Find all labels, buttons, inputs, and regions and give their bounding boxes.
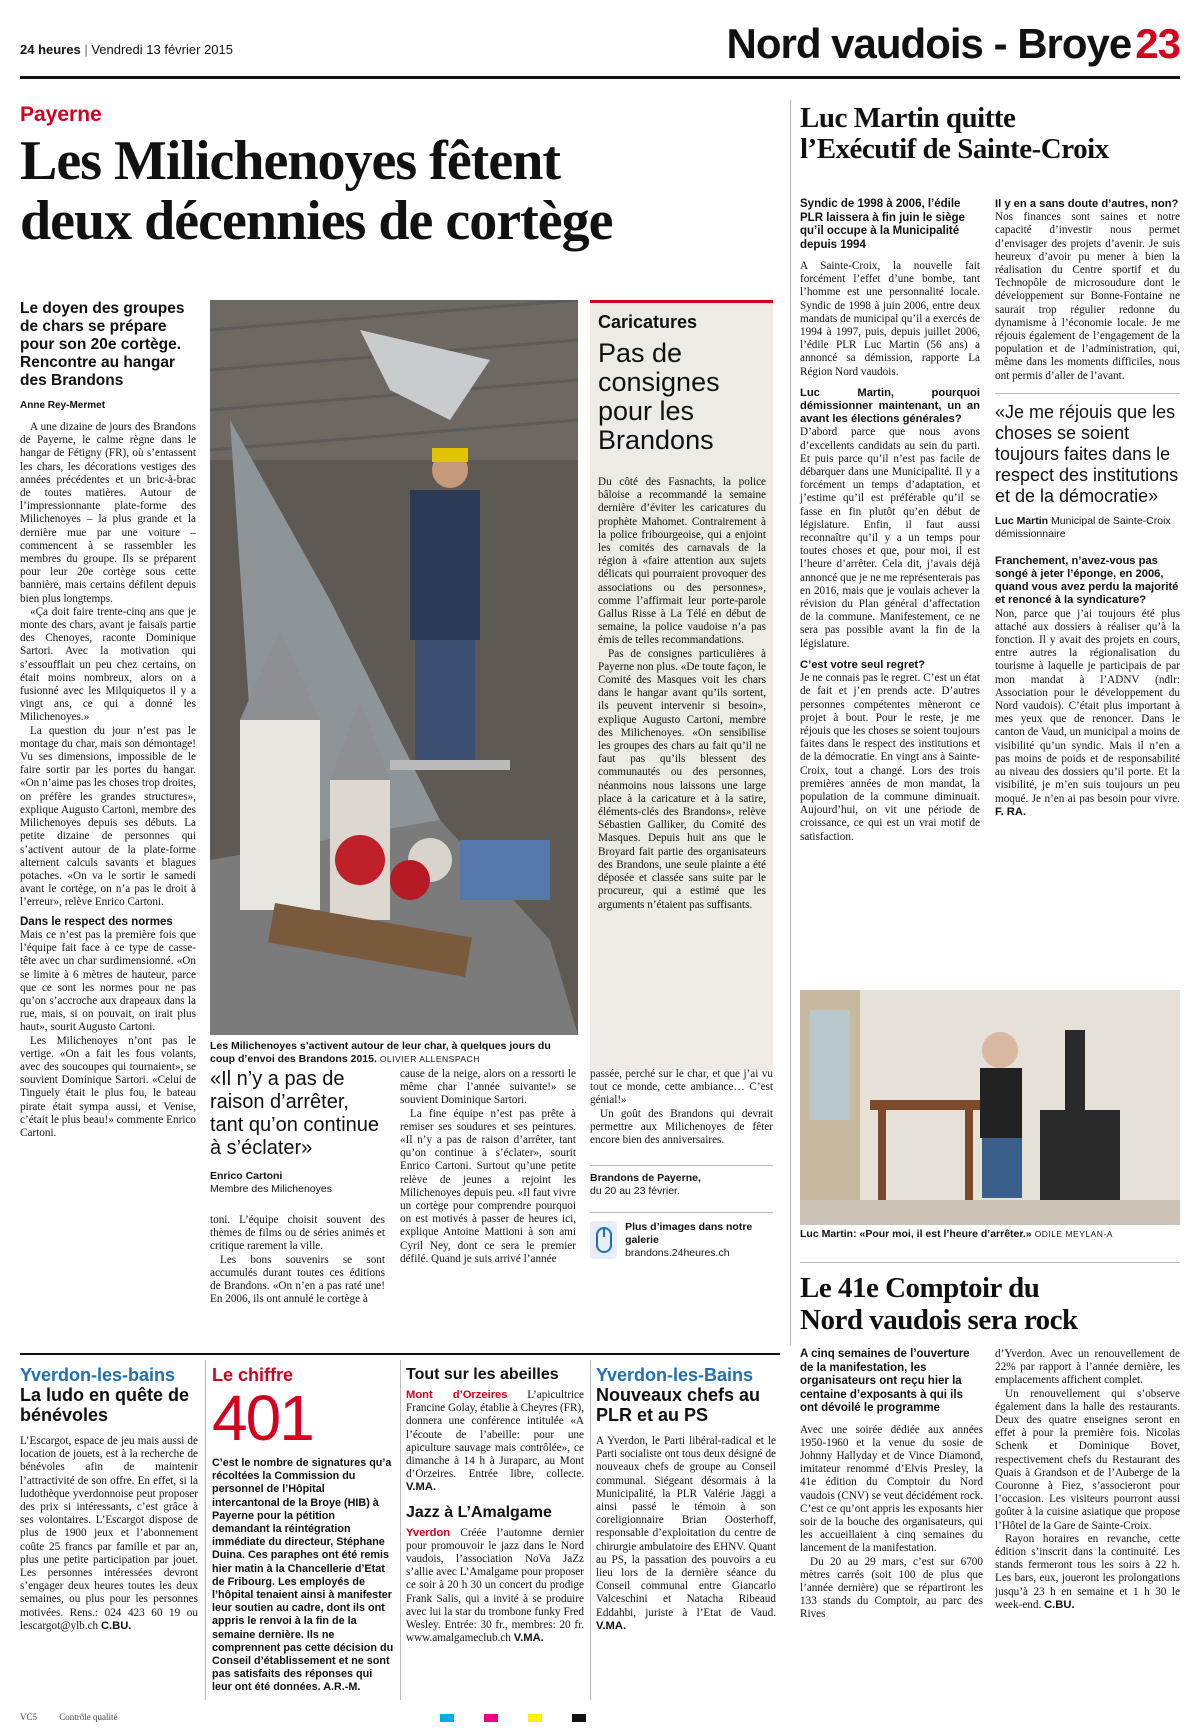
paragraph: Avec une soirée dédiée aux années 1950-1960 et la venue du sosie de Johnny Hallyday et de Vince Diamond, imitateur renommé d’Elvis Presley, la 41e édition du Comptoir du Nord vaudois (CNV) se veut décidément rock. C’est ce qu’ont appris les exposants hier soir de la bouche des organisateurs, qui les accueillaient à cinq semaines du lancement de la manifestation. bbox=[800, 1423, 983, 1555]
martin-question-1: Luc Martin, pourquoi démissionner maintenant, un an avant les élections générales? bbox=[800, 386, 980, 426]
martin-question-3: Il y en a sans doute d’autres, non? bbox=[995, 198, 1179, 210]
main-headline bbox=[20, 131, 780, 251]
place: Yverdon bbox=[406, 1526, 451, 1539]
signature: A.R.-M. bbox=[323, 1681, 361, 1694]
paragraph: La fine équipe n’est pas prête à remiser ses soudures et ses peintures. «Il n’y a pas de raison d’arrêter, tant qu’on continue à s’éclater», sourit Enrico Cartoni. Surtout qu’une petite relève de jeunes a rejoint les Milichenoyes depuis peu. «Il faut vivre un cortège pour comprendre pourquoi on est motivés à passer de heures ici, explique Antoine Mattioni à son ami Cyril Ney, dont ce sera le premier défilé. Quand je suis arrivé l’année bbox=[400, 1107, 576, 1265]
event-dates: du 20 au 23 février. bbox=[590, 1185, 680, 1198]
paper-name: 24 heures bbox=[20, 42, 81, 57]
main-headline-line1: Les Milichenoyes fêtent bbox=[20, 130, 560, 192]
paragraph: La question du jour n’est pas le montage du char, mais son démontage! Vu ses dimensions, impossible de le faire sortir par les portes du hangar. «On n’aime pas les choses trop droites, on préfère les grandes structures», explique Augusto Cartoni, membre des Milichenoyes depuis ses débuts. La petite dizaine de personnes qui s’activent autour de la plate-forme alternent calculs savants et blagues potaches. «On va le sortir le samedi avant le cortège, on n’a pas le droit à l’erreur», relève Enrico Cartoni. bbox=[20, 724, 196, 909]
brief-divider bbox=[205, 1360, 206, 1700]
signature: C.BU. bbox=[1044, 1598, 1075, 1611]
brief-kicker: Le chiffre bbox=[212, 1365, 294, 1385]
paragraph: Du côté des Fasnachts, la police bâloise a recommandé la semaine dernière d’éviter les caricatures du prophète Mahomet. Contrairement à la police fribourgeoise, qui a enjoint les comités des carnavals de la région à «faire attention aux sujets délicats qui pourraient provoquer des associations ou des personnes», comme l’affirmait leur porte-parole Gallus Risse à La Télé en début de semaine, la police vaudoise n’a pas émis de telles recommandations. bbox=[598, 476, 766, 647]
main-body-col3 bbox=[400, 1068, 576, 1266]
color-bar bbox=[440, 1714, 586, 1722]
comptoir-lead: A cinq semaines de l’ouverture de la manifestation, les organisateurs ont reçu hier la centaine d’exposants à qui ils ont dévoilé le programme bbox=[800, 1348, 970, 1414]
event-title: Brandons de Payerne, bbox=[590, 1172, 701, 1185]
mouse-icon bbox=[590, 1221, 617, 1259]
martin-headline bbox=[800, 103, 1180, 165]
brief-title: Nouveaux chefs au PLR et au PS bbox=[596, 1385, 761, 1425]
main-body-col1 bbox=[20, 421, 196, 1140]
page-number: 23 bbox=[1135, 20, 1180, 67]
paragraph: toni. L’équipe choisit souvent des thèmes de films ou de séries animés et critique rarement la ville. bbox=[210, 1214, 385, 1253]
comptoir-headline-line2: Nord vaudois sera rock bbox=[800, 1304, 1078, 1336]
paragraph: Créée l’automne dernier pour promouvoir le jazz dans le Nord vaudois, l’association NoVa JaZz s’allie avec L’Amalgame pour proposer ce soir à 20 h 30 un concert du prodige Frank Salis, qui a invité à se produire avec lui la star du trombone funky Fred Wesley. Entrée: 30 fr., membres: 20 fr. www.amalgameclub.ch bbox=[406, 1526, 585, 1645]
place: Mont d’Orzeires bbox=[406, 1389, 508, 1401]
martin-headline-line2: l’Exécutif de Sainte-Croix bbox=[800, 133, 1109, 165]
paragraph: C’est le nombre de signatures qu’a récoltées la Commission du personnel de l’Hôpital intercantonal de la Broye (HIB) à Payerne pour la pétition demandant la réintégration immédiate du directeur, Stéphane Duina. Ces paraphes ont été remis hier matin à la Chancellerie d’Etat de Fribourg. Les employés de l’hôpital tenaient ainsi à manifester leur soutien au cadre, dont ils ont appris le renvoi à la fin de la semaine dernière. Ils ne comprennent pas cette décision du Conseil d’établissement et ne sont pas satisfaits des réponses qui leur ont été données. bbox=[212, 1457, 394, 1694]
issue-date: Vendredi 13 février 2015 bbox=[91, 42, 233, 57]
paragraph: cause de la neige, alors on a ressorti le même char l’année suivante!» se souvient Dominique Sartori. bbox=[400, 1068, 576, 1107]
main-headline-line2: deux décennies de cortège bbox=[20, 190, 613, 252]
brief-chiffre bbox=[212, 1365, 394, 1695]
brief-kicker: Yverdon-les-Bains bbox=[596, 1365, 754, 1385]
paragraph: Rayon horaires en revanche, cette édition s’inscrit dans la continuité. Les stands fermeront tous les soirs à 22 h. Les bars, eux, joueront les prolongations jusqu’à 23 h en semaine et 1 h 30 le week-end. bbox=[995, 1532, 1180, 1611]
paragraph: Les bons souvenirs se sont accumulés durant toutes ces éditions de Brandons. «On n’en a pas raté une! En 2006, ils ont annulé le cortège à bbox=[210, 1253, 385, 1306]
main-pull-quote: «Il n’y a pas de raison d’arrêter, tant qu’on continue à s’éclater» bbox=[210, 1068, 380, 1159]
paragraph: L’apicultrice Francine Golay, établie à Cheyres (FR), donnera une conférence intitulée «A l’écoute de l’abeille: pour une apiculture sauvage mais contrôlée», ce dimanche à 14 h à Juraparc, au Mont d’Orzeires. Entrée libre, collecte. bbox=[406, 1389, 584, 1481]
martin-pull-role: Municipal de Sainte-Croix démissionnaire bbox=[995, 514, 1171, 540]
martin-photo-caption bbox=[800, 1228, 1180, 1241]
brief-title: Jazz à L’Amalgame bbox=[406, 1503, 552, 1521]
divider-horizontal bbox=[800, 1262, 1180, 1263]
comptoir-headline bbox=[800, 1272, 1180, 1336]
martin-photo bbox=[800, 990, 1180, 1225]
brief-kicker: Yverdon-les-bains bbox=[20, 1365, 176, 1385]
caricatures-sidebar bbox=[590, 300, 773, 1070]
brief-divider bbox=[590, 1360, 591, 1700]
brief-title: Tout sur les abeilles bbox=[406, 1366, 559, 1383]
signature: F. RA. bbox=[995, 805, 1027, 818]
paragraph: A une dizaine de jours des Brandons de Payerne, le calme règne dans le hangar de Fétigny (FR), où s’entassent les chars, les décorations vestiges des années précédentes et un bric-à-brac de toutes matières. Autour de l’impressionnante plate-forme des Milichenoyes – la plus grande et la dernière mue par une voiture – commencent à se rassembler les membres du groupe. Ils se préparent pour leur 20e cortège sous cette bannière, mais certains défilent depuis bien plus longtemps. bbox=[20, 421, 196, 605]
sidebar-body bbox=[598, 476, 766, 912]
main-author: Anne Rey-Mermet bbox=[20, 400, 106, 411]
section-name: Nord vaudois - Broye bbox=[726, 20, 1132, 67]
paragraph: Les Milichenoyes n’ont pas le vertige. «On a fait les fous volants, avec des soucoupes qui tournaient», se souvient Dominique Sartori. «Celui de Tinguely était le plus fou, le bateau pirate était sympa aussi, et Venise, c’était le plus beau!» commente Enrico Cartoni. bbox=[20, 1034, 196, 1140]
main-body-col4 bbox=[590, 1068, 773, 1147]
gallery-box[interactable] bbox=[590, 1212, 773, 1260]
paragraph: Je ne connais pas le regret. C’est un état de fait et j’en prends acte. D’autres personnes compétentes mèneront ce projet à bout. Pour le reste, je me réjouis que les choses se soient toujours faites dans le respect des institutions et de la démocratie. En vingt ans à Sainte-Croix, tout a changé. Lors des trois premières années de mon mandat, la population de la commune diminuait. Aujourd’hui, on vit une période de croissance, ce qui est un vrai motif de satisfaction. bbox=[800, 672, 980, 843]
main-body-col2 bbox=[210, 1214, 385, 1306]
paragraph: Nos finances sont saines et notre capacité d’investir nous permet d’envisager des projets d’avenir. Je suis heureux d’avoir pu mener à bien la réalisation du Centre sportif et du Technopôle de microsoudure dont le développement sur Bonne-Fontaine ne saurait trop régulier redonne du dynamisme à l’économie locale. Je me réjouis également de l’engagement de la population et de l’administration, qui, même dans les moments difficiles, nous ont permis d’aller de l’avant. bbox=[995, 211, 1180, 382]
main-lead: Le doyen des groupes de chars se prépare pour son 20e cortège. Rencontre au hangar des Brandons bbox=[20, 300, 185, 389]
paragraph: Pas de consignes particulières à Payerne non plus. «De toute façon, le Comité des Masques voit les chars dans le hangar avant qu’ils sortent, ils peuvent intervenir si besoin», explique Augusto Cartoni, membre des Milichenoyes. «On sensibilise les groupes des chars au fait qu’il ne faut pas qu’ils blessent des communautés ou des personnes, néanmoins nous laissons une large place à la caricature et à la satire, éléments-clés des Brandons», relève Sébastien Galliker, du Comité des Masques. Depuis huit ans que le Broyard fait partie des organisateurs des Brandons, une seule plainte a été déposée et classée sans suite par le procureur, qui a estimé que les arguments n’étaient pas suffisants. bbox=[598, 647, 766, 911]
caption-text: Luc Martin: «Pour moi, il est l’heure d’arrêter.» bbox=[800, 1228, 1032, 1240]
footer-label: Contrôle qualité bbox=[59, 1712, 118, 1722]
paragraph: Non, parce que j’ai toujours été plus attaché aux dossiers à réaliser qu’à la fonction. Il y avait des projets en cours, entre autres la régionalisation du tourisme à laquelle je participais de par mon mandat à l’ADNV (ndlr: Association pour le développement du Nord vaudois). C’était plus important à mes yeux que de renoncer. Dans le canton de Vaud, un municipal a moins de visibilité qu’un syndic. Mais il n’en a pas moins de poids et de responsabilité au niveau des dossiers qu’il porte. Et la visibilité, je m’en suis toujours un peu moqué. Je n’en ai pas besoin pour vivre. bbox=[995, 607, 1180, 805]
martin-pull-name: Luc Martin bbox=[995, 514, 1049, 527]
comptoir-body-col2 bbox=[995, 1348, 1180, 1612]
header-rule bbox=[20, 76, 1180, 79]
main-subhead: Dans le respect des normes bbox=[20, 915, 173, 928]
brief-divider bbox=[400, 1360, 401, 1700]
caption-text: Les Milichenoyes s’activent autour de leur char, à quelques jours du coup d’envoi des Brandons 2015. bbox=[210, 1040, 551, 1065]
comptoir-headline-line1: Le 41e Comptoir du bbox=[800, 1272, 1040, 1304]
sidebar-title: Pas de consignes pour les Brandons bbox=[598, 338, 720, 455]
paragraph: Un renouvellement qui s’observe également dans la halle des restaurants. Deux des quatre enseignes seront en effet à pour la première fois. Nicolas Schenk et Dominique Bovet, respectivement chefs du Restaurant des Quais à Grandson et de l’Auberge de la Couronne à Fiez, s’associeront pour l’occasion. Les visiteurs pourront aussi goûter à la cuisine asiatique que propose l’Hôtel de la Gare de Sainte-Croix. bbox=[995, 1387, 1180, 1532]
paragraph: Mais ce n’est pas la première fois que l’équipe fait face à ce type de casse-tête avec un char surdimensionné. «On se limite à 6 mètres de hauteur, parce que ce sont les normes pour ne pas qu’on s’accroche aux drapeaux dans la rue, mais, si on pouvait, on irait plus haut», sourit Augusto Cartoni. bbox=[20, 929, 196, 1034]
header-dateline: 24 heures | Vendredi 13 février 2015 bbox=[20, 42, 233, 57]
paragraph: D’abord parce que nous avons d’excellents candidats au sein du parti. Et puis parce qu’il n’est pas facile de débarquer dans une Municipalité. Il y a forcément un temps d’adaptation, et j’estime qu’il est préférable qu’il se fasse en fin plutôt qu’en début de législature. Enfin, il faut aussi reconnaître qu’il y a un temps pour toutes choses et que, pour moi, il est l’heure d’arrêter. Cela dit, j’avais déjà annoncé que je ne me représenterais pas en 2016, mais que je voulais achever la révision du Plan général d’affectation de la commune. Manifestement, ce ne sera pas possible avant la fin de la législature. bbox=[800, 426, 980, 650]
footer bbox=[20, 1712, 1180, 1730]
big-number: 401 bbox=[212, 1382, 313, 1454]
paragraph: d’Yverdon. Avec un renouvellement de 22% par rapport à l’année dernière, les emplacements affichent complet. bbox=[995, 1348, 1180, 1387]
martin-body-col2b bbox=[995, 608, 1180, 819]
signature: V.MA. bbox=[596, 1619, 627, 1632]
signature: C.BU. bbox=[100, 1619, 132, 1632]
martin-headline-line1: Luc Martin quitte bbox=[800, 102, 1016, 134]
martin-body-col2 bbox=[995, 211, 1180, 383]
briefs-rule bbox=[20, 1353, 780, 1355]
signature: V.MA. bbox=[513, 1632, 544, 1645]
martin-lead: Syndic de 1998 à 2006, l’édile PLR laissera à fin juin le siège qu’il occupe à la Municipalité depuis 1994 bbox=[800, 198, 965, 251]
portrait-photo-illustration bbox=[800, 990, 1180, 1225]
pull-quote-role: Membre des Milichenoyes bbox=[210, 1183, 332, 1195]
sidebar-kicker: Caricatures bbox=[598, 312, 698, 332]
brief-politique bbox=[596, 1365, 776, 1633]
brief-ludo bbox=[20, 1365, 198, 1633]
gallery-link[interactable]: brandons.24heures.ch bbox=[625, 1247, 730, 1260]
pull-quote-name: Enrico Cartoni bbox=[210, 1170, 283, 1182]
paragraph: «Ça doit faire trente-cinq ans que je monte des chars, avant je faisais partie des Chenoyes, raconte Dominique Sartori. Avec la motivation qui s’essoufflait un peu chez certains, on était moins nombreux, alors on a fusionné avec les Milquiquetos il y a vingt ans, ce qui a donné les Milichenoyes.» bbox=[20, 605, 196, 724]
gallery-label: Plus d’images dans notre galerie bbox=[625, 1221, 753, 1247]
comptoir-body-col1 bbox=[800, 1424, 983, 1622]
main-photo-caption bbox=[210, 1040, 578, 1066]
header bbox=[20, 20, 1180, 75]
footer-code: VC5 bbox=[20, 1712, 38, 1722]
brief-title: La ludo en quête de bénévoles bbox=[20, 1385, 190, 1425]
photo-credit: ODILE MEYLAN-A bbox=[1034, 1229, 1113, 1239]
signature: V.MA. bbox=[406, 1481, 437, 1494]
section-title bbox=[727, 20, 1180, 68]
paragraph: Un goût des Brandons qui devrait permettre aux Milichenoyes de fêter encore bien des anniversaires. bbox=[590, 1107, 773, 1147]
main-photo bbox=[210, 300, 578, 1035]
main-kicker: Payerne bbox=[20, 103, 102, 126]
paragraph: Du 20 au 29 mars, c’est sur 6700 mètres carrés (soit 100 de plus que l’année dernière) que se répartiront les 133 stands du Comptoir, au parc des Rives bbox=[800, 1555, 983, 1621]
martin-body-col1 bbox=[800, 260, 980, 844]
paragraph: A Yverdon, le Parti libéral-radical et le Parti socialiste ont tous deux désigné de nouveaux chefs de groupe au Conseil communal. Siégeant désormais à la Municipalité, la PLR Valérie Jaggi a ainsi passé le témoin à son coreligionnaire Brian Oosterhoff, responsable d’exploitation du centre de chirurgie ambulatoire des EHNV. Quant au PS, la passation des pouvoirs a eu lieu lors de la dernière séance du Conseil communal entre Giancarlo Valceschini et Natacha Ribeaud Eddahbi, juriste à l’Etat de Vaud. bbox=[596, 1435, 776, 1619]
paragraph: passée, perché sur le char, et que j’ai vu tout ce monde, cette ambiance… C’est génial!» bbox=[590, 1068, 773, 1107]
brief-agenda bbox=[406, 1365, 584, 1645]
paragraph: L’Escargot, espace de jeu mais aussi de location de jouets, est à la recherche de bénévoles afin de maintenir l’attractivité de son offre. En effet, si la ludothèque yverdonnoise peut proposer des prix si intéressants, c’est grâce à ses volontaires. L’Escargot dispose de plus de 1900 jeux et l’abonnement coûte 25 francs par famille et par an, plus une petite participation par jouet. Les personnes intéressées devront s’engager deux heures toutes les deux semaines, ou plus pour les personnes motivées. Rens.: 024 423 60 19 ou lescargot@ylb.ch bbox=[20, 1435, 198, 1632]
martin-question-4: Franchement, n’avez-vous pas songé à jeter l’éponge, en 2006, quand vous avez perdu la majorité et renoncé à la syndicature? bbox=[995, 554, 1179, 607]
workshop-photo-illustration bbox=[210, 300, 578, 1035]
martin-question-2: C’est votre seul regret? bbox=[800, 658, 925, 671]
martin-pull-quote: «Je me réjouis que les choses se soient toujours faites dans le respect des institutions et de la démocratie» bbox=[995, 401, 1179, 506]
event-info bbox=[590, 1165, 773, 1198]
paragraph: A Sainte-Croix, la nouvelle fait forcément l’effet d’une bombe, tant l’homme est une personnalité locale. Syndic de 1998 à juin 2006, entre deux mandats de municipal qu’il a exercés de 1994 à 1997, puis, depuis juillet 2006, l’édile PLR Luc Martin (56 ans) a annoncé sa démission, rapporte La Région Nord vaudois. bbox=[800, 260, 980, 378]
photo-credit: OLIVIER ALLENSPACH bbox=[379, 1054, 480, 1064]
divider-vertical bbox=[790, 100, 791, 1345]
